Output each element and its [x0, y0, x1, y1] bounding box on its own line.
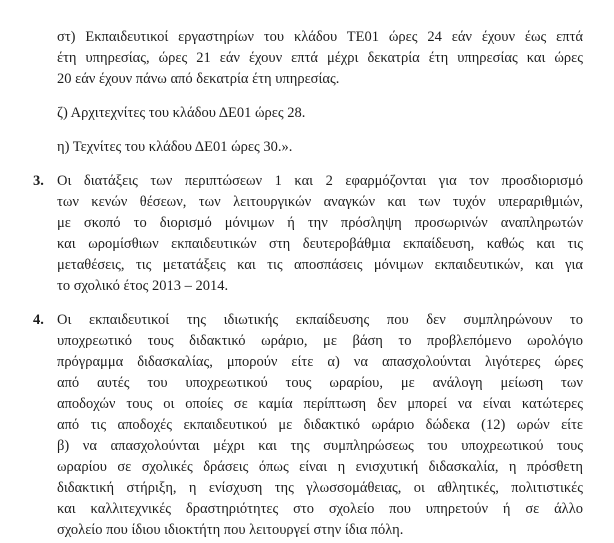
text-line: ωραρίου σε σχολικές δράσεις όπως είναι η ενισχυτική διδασκαλία, η πρόσθετη — [57, 459, 583, 475]
text-line: διδακτική στήριξη, η ενίσχυση της γλωσσομάθειας, οι αθλητικές, πολιτιστικές — [57, 480, 583, 496]
text-line: σχολείο που ίδιου ιδιοκτήτη που λειτουργεί στην ίδια πόλη. — [57, 522, 404, 538]
numbered-paragraph-3 — [33, 171, 583, 297]
text-line: πρόγραμμα διδασκαλίας, μπορούν είτε α) να απασχολούνται λιγότερες ώρες — [57, 354, 583, 370]
text-line: έτη υπηρεσίας, ώρες 21 εάν έχουν επτά μέχρι δεκατρία έτη υπηρεσίας και ώρες — [57, 50, 583, 66]
text-line: με σκοπό το διορισμό μόνιμων ή την πρόσληψη προσωρινών αναπληρωτών — [57, 215, 583, 231]
text-line: από τις αποδοχές εκπαιδευτικού με διδακτικό ωράριο δώδεκα (12) ωρών είτε — [57, 417, 583, 433]
text-line: από αυτές του υποχρεωτικού τους ωραρίου, με ανάλογη μείωση των — [57, 375, 583, 391]
paragraph-number: 3. — [33, 173, 44, 189]
paragraph-number: 4. — [33, 312, 44, 328]
numbered-paragraph-4 — [33, 310, 583, 541]
text-line: υποχρεωτικό τους διδακτικό ωράριο, με βάση το προβλεπόμενο ωρολόγιο — [57, 333, 583, 349]
text-line: 20 εάν έχουν πάνω από δεκατρία έτη υπηρεσίας. — [57, 71, 340, 87]
text-line: και καλλιτεχνικές δραστηριότητες στο σχολείο που υπηρετούν ή σε άλλο — [57, 501, 583, 517]
text-line: Οι εκπαιδευτικοί της ιδιωτικής εκπαίδευσης που δεν συμπληρώνουν το — [57, 312, 583, 328]
text-line: Οι διατάξεις των περιπτώσεων 1 και 2 εφαρμόζονται για τον προσδιορισμό — [57, 173, 583, 189]
text-line: των κενών θέσεων, των λειτουργικών αναγκών και των τυχόν υπεραριθμιών, — [57, 194, 583, 210]
text-line: αποδοχών τους οι οποίες σε καμία περίπτωση δεν μπορεί να είναι κατώτερες — [57, 396, 583, 412]
text-line: η) Τεχνίτες του κλάδου ΔΕ01 ώρες 30.». — [57, 139, 293, 155]
text-line: και ωρομίσθιων εκπαιδευτικών στη δευτεροβάθμια εκπαίδευση, καθώς και τις — [57, 236, 583, 252]
text-line: το σχολικό έτος 2013 – 2014. — [57, 278, 229, 294]
text-line: μεταθέσεις, τις μετατάξεις και τις αποσπάσεις μόνιμων εκπαιδευτικών, και για — [57, 257, 583, 273]
subparagraph-z — [57, 103, 583, 124]
subparagraph-st — [57, 27, 583, 90]
text-line: β) να απασχολούνται μέχρι και της συμπληρώσεως του υποχρεωτικού τους — [57, 438, 583, 454]
text-line: στ) Εκπαιδευτικοί εργαστηρίων του κλάδου ΤΕ01 ώρες 24 εάν έχουν έως επτά — [57, 29, 583, 45]
subparagraph-h — [57, 137, 583, 158]
text-line: ζ) Αρχιτεχνίτες του κλάδου ΔΕ01 ώρες 28. — [57, 105, 306, 121]
